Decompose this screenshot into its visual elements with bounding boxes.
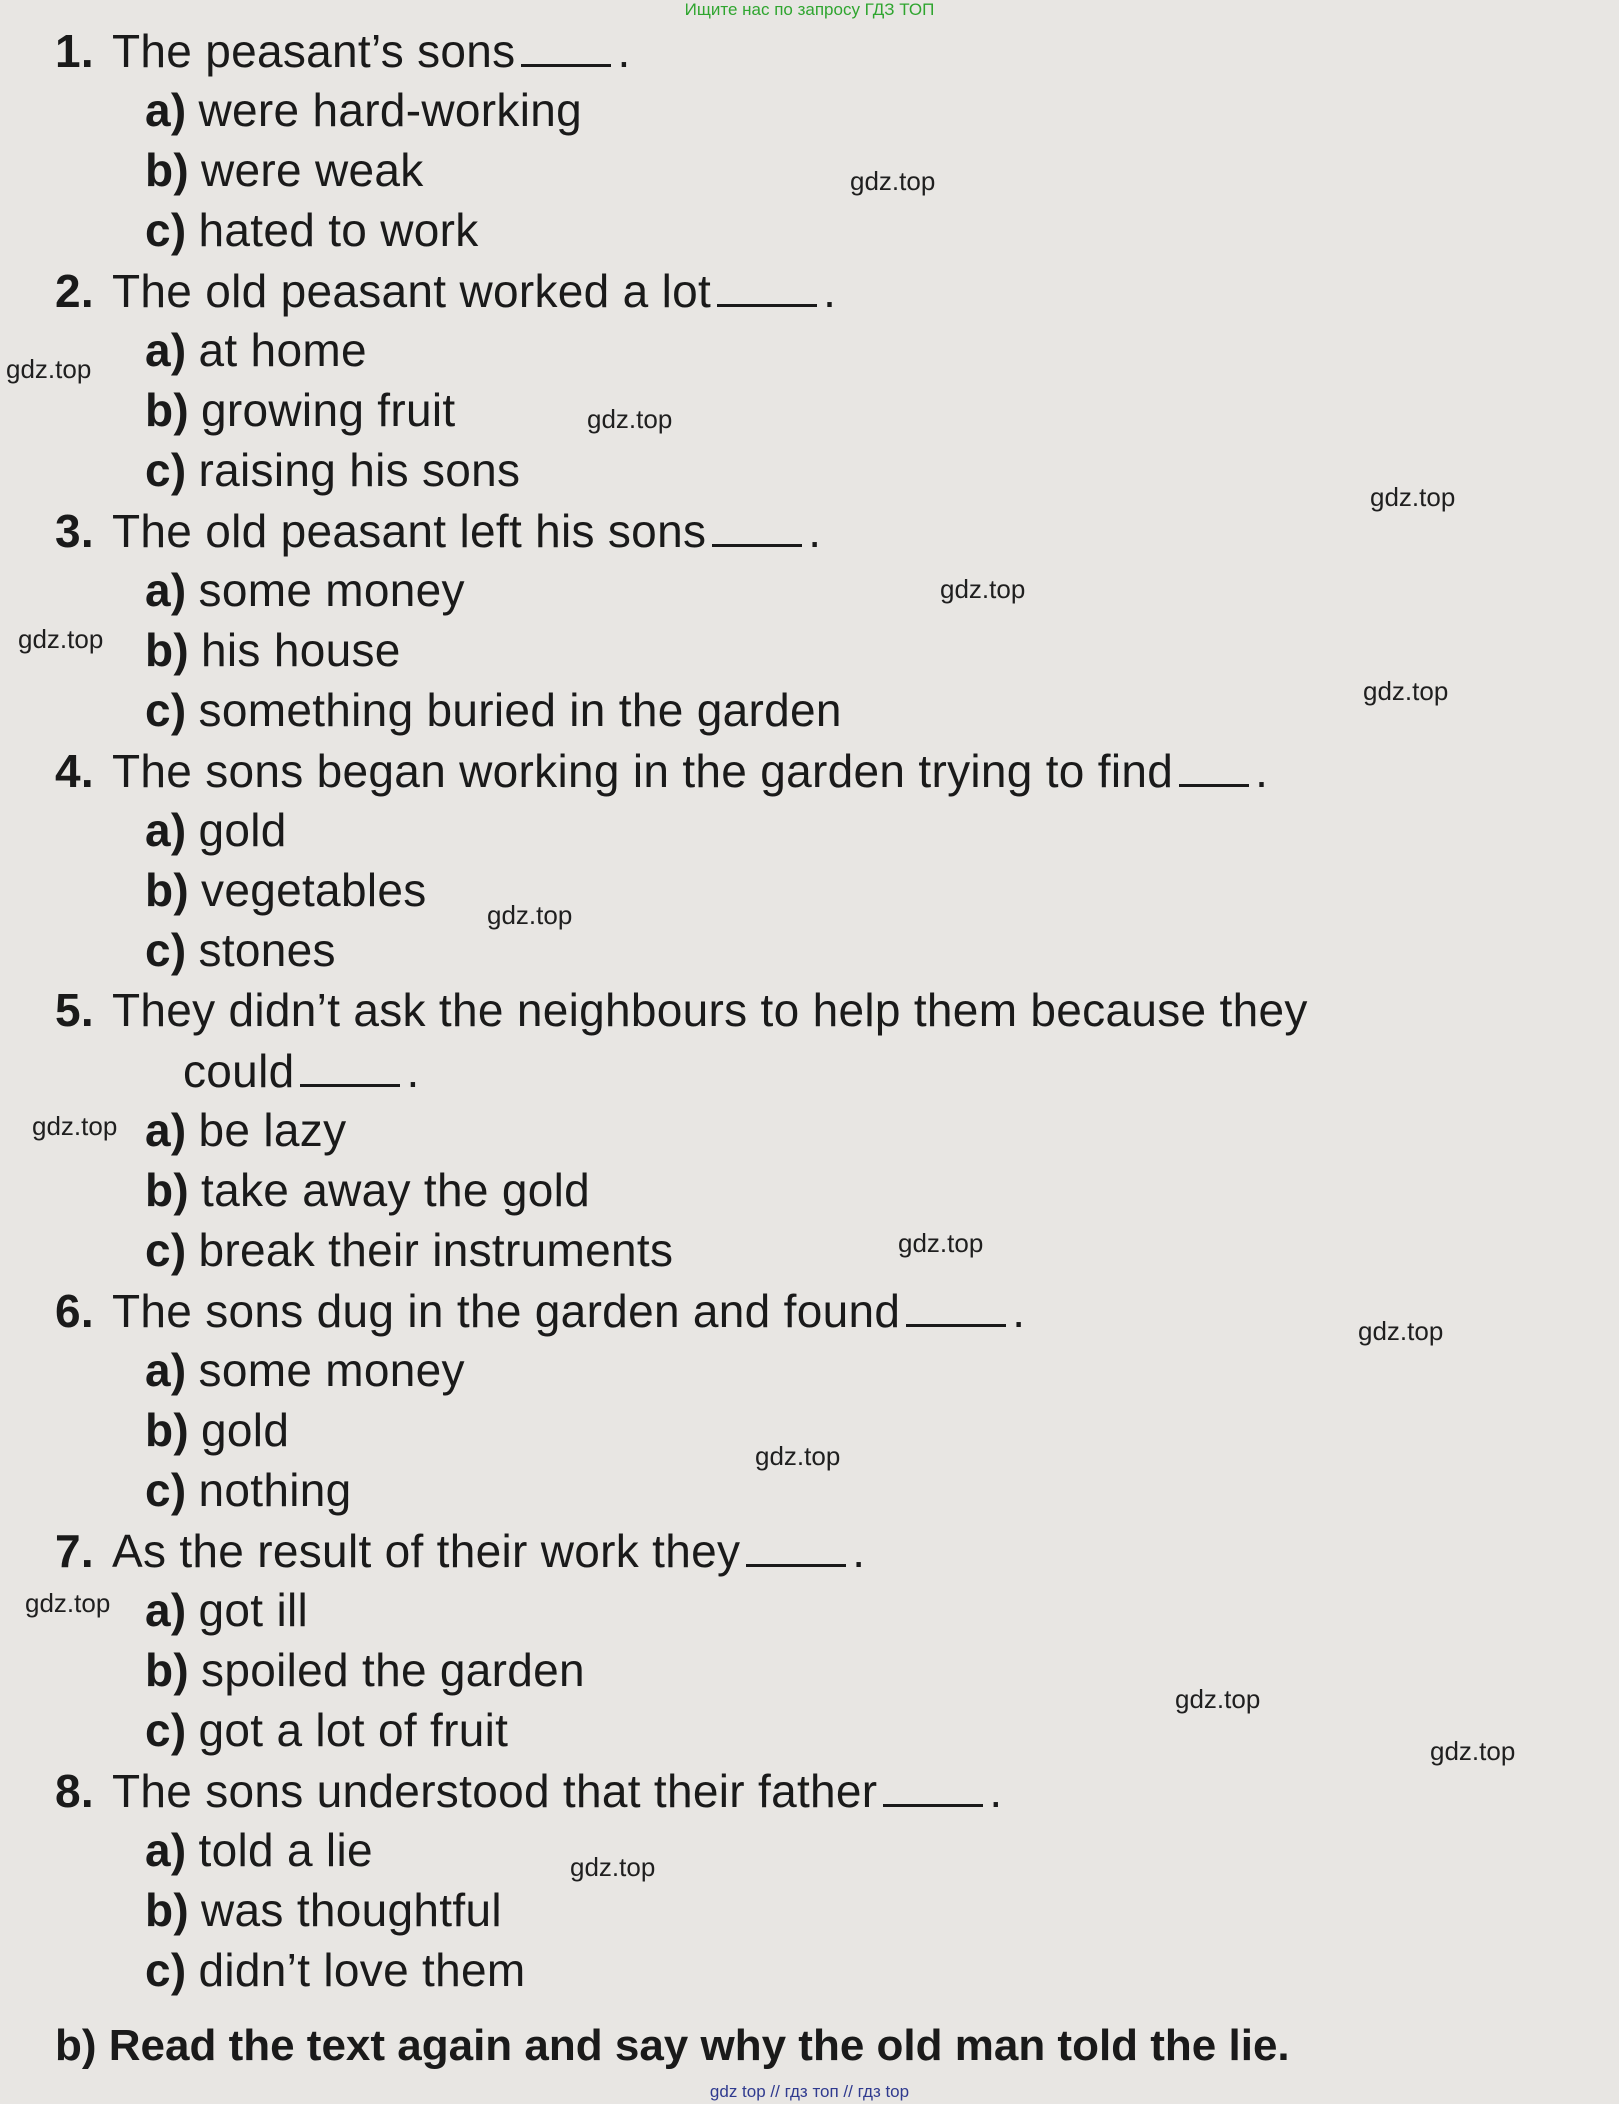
option-letter: b) xyxy=(145,1164,190,1216)
watermark: gdz.top xyxy=(487,900,573,930)
option-text: some money xyxy=(198,1344,465,1396)
watermark: gdz.top xyxy=(25,1588,111,1618)
option-letter: b) xyxy=(145,384,190,436)
option-letter: a) xyxy=(145,1344,187,1396)
option-letter: c) xyxy=(145,684,187,736)
watermark: gdz.top xyxy=(1430,1736,1516,1766)
option-text: got a lot of fruit xyxy=(198,1704,509,1756)
option-text: stones xyxy=(198,924,336,976)
option-6a xyxy=(145,1342,465,1398)
option-text: gold xyxy=(201,1404,290,1456)
option-text: growing fruit xyxy=(201,384,456,436)
watermark: gdz.top xyxy=(1370,482,1456,512)
question-5-continued xyxy=(183,1042,420,1099)
option-1b xyxy=(145,142,424,198)
option-text: was thoughtful xyxy=(201,1884,502,1936)
option-text: were weak xyxy=(201,144,424,196)
option-letter: a) xyxy=(145,1824,187,1876)
question-text: The sons dug in the garden and found xyxy=(111,1285,901,1337)
option-8b xyxy=(145,1882,502,1938)
option-4b xyxy=(145,862,427,918)
question-5 xyxy=(55,982,1308,1038)
option-text: at home xyxy=(198,324,367,376)
option-letter: c) xyxy=(145,924,187,976)
option-letter: b) xyxy=(145,1644,190,1696)
option-letter: a) xyxy=(145,1584,187,1636)
question-number: 4. xyxy=(55,745,94,797)
option-letter: c) xyxy=(145,1224,187,1276)
watermark: gdz.top xyxy=(587,404,673,434)
option-3a xyxy=(145,562,465,618)
answer-blank xyxy=(712,502,802,547)
option-text: were hard-working xyxy=(198,84,582,136)
question-end: . xyxy=(989,1765,1003,1817)
question-number: 7. xyxy=(55,1525,94,1577)
option-letter: a) xyxy=(145,1104,187,1156)
watermark: gdz.top xyxy=(18,624,104,654)
option-text: told a lie xyxy=(198,1824,373,1876)
watermark: gdz.top xyxy=(755,1441,841,1471)
option-2b xyxy=(145,382,455,438)
option-letter: a) xyxy=(145,84,187,136)
question-end: . xyxy=(852,1525,866,1577)
question-number: 5. xyxy=(55,984,94,1036)
option-letter: b) xyxy=(145,624,190,676)
answer-blank xyxy=(1179,742,1249,787)
option-4a xyxy=(145,802,287,858)
watermark: gdz.top xyxy=(898,1228,984,1258)
option-text: raising his sons xyxy=(198,444,521,496)
option-letter: b) xyxy=(145,1404,190,1456)
option-text: something buried in the garden xyxy=(198,684,842,736)
option-letter: c) xyxy=(145,444,187,496)
option-letter: b) xyxy=(145,144,190,196)
option-3b xyxy=(145,622,401,678)
question-text: As the result of their work they xyxy=(111,1525,741,1577)
question-text: The sons understood that their father xyxy=(111,1765,878,1817)
question-4 xyxy=(55,742,1268,799)
question-end: . xyxy=(1255,745,1269,797)
option-letter: c) xyxy=(145,1464,187,1516)
option-letter: b) xyxy=(145,1884,190,1936)
question-number: 2. xyxy=(55,265,94,317)
question-1 xyxy=(55,22,631,79)
question-8 xyxy=(55,1762,1003,1819)
watermark: gdz.top xyxy=(6,354,92,384)
question-end: . xyxy=(823,265,837,317)
top-banner[interactable]: Ищите нас по запросу ГДЗ ТОП xyxy=(684,0,935,19)
answer-blank xyxy=(906,1282,1006,1327)
watermark: gdz.top xyxy=(1175,1684,1261,1714)
question-end: . xyxy=(406,1045,420,1097)
option-8a xyxy=(145,1822,373,1878)
bottom-banner[interactable]: gdz top // гдз топ // гдз top xyxy=(709,2082,910,2101)
watermark: gdz.top xyxy=(570,1852,656,1882)
question-text: They didn’t ask the neighbours to help them because they xyxy=(111,984,1308,1036)
option-7a xyxy=(145,1582,308,1638)
option-letter: a) xyxy=(145,804,187,856)
option-5b xyxy=(145,1162,590,1218)
option-text: be lazy xyxy=(198,1104,347,1156)
final-task: b) Read the text again and say why the old man told the lie. xyxy=(55,2021,1290,2070)
option-2a xyxy=(145,322,367,378)
option-7b xyxy=(145,1642,585,1698)
question-6 xyxy=(55,1282,1025,1339)
option-1a xyxy=(145,82,582,138)
option-letter: a) xyxy=(145,564,187,616)
answer-blank xyxy=(746,1522,846,1567)
answer-blank xyxy=(300,1042,400,1087)
option-text: take away the gold xyxy=(201,1164,591,1216)
watermark: gdz.top xyxy=(1363,676,1449,706)
watermark: gdz.top xyxy=(1358,1316,1444,1346)
option-5c xyxy=(145,1222,673,1278)
option-text: some money xyxy=(198,564,465,616)
question-text: The old peasant left his sons xyxy=(111,505,707,557)
option-7c xyxy=(145,1702,508,1758)
option-2c xyxy=(145,442,520,498)
option-4c xyxy=(145,922,336,978)
question-number: 8. xyxy=(55,1765,94,1817)
question-text-line2: could xyxy=(183,1045,295,1097)
option-text: didn’t love them xyxy=(198,1944,526,1996)
option-6c xyxy=(145,1462,352,1518)
question-end: . xyxy=(1012,1285,1026,1337)
option-5a xyxy=(145,1102,346,1158)
option-text: nothing xyxy=(198,1464,352,1516)
option-letter: b) xyxy=(145,864,190,916)
question-end: . xyxy=(617,25,631,77)
question-number: 6. xyxy=(55,1285,94,1337)
option-3c xyxy=(145,682,842,738)
option-text: gold xyxy=(198,804,287,856)
question-number: 1. xyxy=(55,25,94,77)
question-number: 3. xyxy=(55,505,94,557)
question-end: . xyxy=(808,505,822,557)
option-8c xyxy=(145,1942,526,1998)
question-3 xyxy=(55,502,821,559)
answer-blank xyxy=(521,22,611,67)
option-text: his house xyxy=(201,624,401,676)
answer-blank xyxy=(883,1762,983,1807)
option-letter: a) xyxy=(145,324,187,376)
watermark: gdz.top xyxy=(940,574,1026,604)
option-1c xyxy=(145,202,479,258)
option-text: break their instruments xyxy=(198,1224,674,1276)
question-text: The sons began working in the garden trying to find xyxy=(111,745,1174,797)
answer-blank xyxy=(717,262,817,307)
option-text: spoiled the garden xyxy=(201,1644,585,1696)
option-text: vegetables xyxy=(201,864,427,916)
option-text: got ill xyxy=(198,1584,309,1636)
question-2 xyxy=(55,262,836,319)
question-text: The peasant’s sons xyxy=(111,25,516,77)
option-6b xyxy=(145,1402,289,1458)
option-letter: c) xyxy=(145,1944,187,1996)
question-text: The old peasant worked a lot xyxy=(111,265,712,317)
option-text: hated to work xyxy=(198,204,479,256)
option-letter: c) xyxy=(145,1704,187,1756)
watermark: gdz.top xyxy=(32,1111,118,1141)
option-letter: c) xyxy=(145,204,187,256)
watermark: gdz.top xyxy=(850,166,936,196)
question-7 xyxy=(55,1522,865,1579)
